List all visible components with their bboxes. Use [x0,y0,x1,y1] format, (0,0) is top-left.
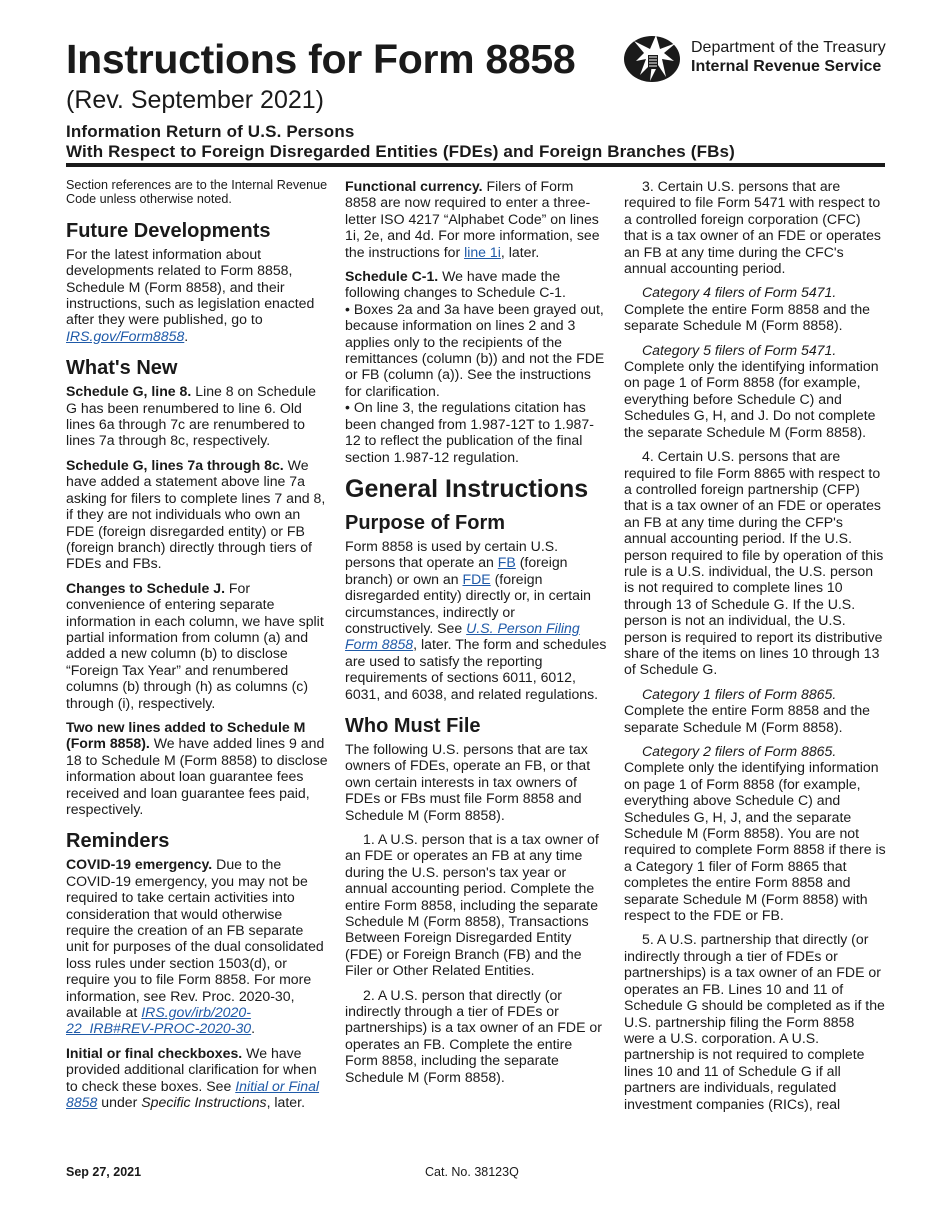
heading-future-developments: Future Developments [66,219,271,242]
bullet-item-2: • On line 3, the regulations citation has been changed from 1.987-12T to 1.987-12 to reflect the publication of the final section 1.987-12 regulation. [345,399,594,465]
heading-purpose-of-form: Purpose of Form [345,511,506,534]
heading-reminders: Reminders [66,830,170,853]
initial-final-link[interactable]: Initial or Final 8858 [66,1077,320,1111]
category2-8865-paragraph: Category 2 filers of Form 8865. Complete only the identifying information on page 1 of Form 8858 (for example, everything above Schedule C) and Schedules G, H, J, and the separate Schedule M (Form 8858). You are not required to complete Form 8858 if there is a Category 1 filer of Form 8865 that completes the entire Form 8858 and separate Schedule M (Form 8858) with respect to the FDE or FB. [624,743,886,924]
heading-who-must-file: Who Must File [345,714,481,737]
header-rule [66,163,885,167]
bullet-item-1: • Boxes 2a and 3a have been grayed out, because information on lines 2 and 3 applies only to the recipients of the remittances (column (b)) and not the FDE or FB (column (a)). See the instructions for clarification. [345,300,605,399]
column-1 [66,178,328,1119]
revision-date: (Rev. September 2021) [66,86,324,114]
who-item-2: 2. A U.S. person that directly (or indirectly through a tier of FDEs or partnerships) is a tax owner of an FDE or operates an FB. Complete the entire Form 8858, including the separate Schedule M (Form 8858). [345,986,602,1085]
subtitle-line2: With Respect to Foreign Disregarded Entities (FDEs) and Foreign Branches (FBs) [66,142,735,161]
intro-note: Section references are to the Internal Revenue Code unless otherwise noted. [66,178,328,207]
future-paragraph: For the latest information about developments related to Form 8858, Schedule M (Form 8858), and their instructions, such as legislation enacted after they were published, go to IRS.gov/Form8858. [66,245,315,344]
schedule-j-paragraph: Changes to Schedule J. For convenience of entering separate information in each column, we have split partial information from column (a) and added a new column (b) to disclose “Foreign Tax Year” and renumbered columns (b) through (h) as columns (c) through (i), respectively. [66,579,324,711]
us-person-filing-link[interactable]: U.S. Person Filing Form 8858 [345,619,580,653]
category1-8865-paragraph: Category 1 filers of Form 8865. Complete the entire Form 8858 and the separate Schedule M (Form 8858). [624,685,871,735]
subtitle-line1: Information Return of U.S. Persons [66,122,355,141]
schedule-m-paragraph: Two new lines added to Schedule M (Form 8858). We have added lines 9 and 18 to Schedule M (Form 8858) to disclose information about loan guarantee fees received and loan guarantee fees paid, respectively. [66,718,328,817]
column-3 [624,178,886,1120]
covid-paragraph: COVID-19 emergency. Due to the COVID-19 emergency, you may not be required to take certain activities into consideration that would otherwise require the creation of an FB separate unit for purposes of the dual consolidated loss rules under section 1503(d), or require you to file Form 8858. For more information, see Rev. Proc. 2020-30, available at IRS.gov/irb/2020-22_IRB#REV-PROC-2020-30. [66,856,324,1037]
purpose-paragraph: Form 8858 is used by certain U.S. persons that operate an FB (foreign branch) or own an FDE (foreign disregarded entity) directly or, in certain circumstances, indirectly or constructively. See U.S. Person Filing Form 8858, later. The form and schedules are used to satisfy the reporting requirements of sections 6011, 6012, 6031, and 6038, and related regulations. [345,537,607,702]
form-subtitle [66,122,735,162]
fde-link[interactable]: FDE [462,570,491,587]
line1i-link[interactable]: line 1i [464,243,501,260]
schedule-g-line8-paragraph: Schedule G, line 8. Line 8 on Schedule G has been renumbered to line 6. Old lines 6a through 7c are renumbered to lines 7a through 8c, respectively. [66,383,316,449]
page-title: Instructions for Form 8858 [66,36,576,82]
who-item-5: 5. A U.S. partnership that directly (or indirectly through a tier of FDEs or partnerships) is a tax owner of an FDE or operates an FB. Lines 10 and 11 of Schedule G should be completed as if the U.S. partnership filing the Form 8858 were a U.S. corporation. A U.S. partnership is not required to complete lines 10 and 11 of Schedule G if all partners are individuals, regulated investment companies (RICs), real [624,931,885,1112]
dept-line2: Internal Revenue Service [691,58,882,75]
dept-line1: Department of the Treasury [691,39,886,56]
irs-eagle-logo-icon [622,31,686,83]
footer-catalog-number: Cat. No. 38123Q [425,1165,519,1179]
functional-currency-paragraph: Functional currency. Filers of Form 8858 are now required to enter a three-letter ISO 4217 “Alphabet Code” on lines 1i, 2e, and 4d. For more information, see the instructions for line 1i, later. [345,178,600,260]
who-must-file-paragraph: The following U.S. persons that are tax owners of FDEs, operate an FB, or that own certain interests in tax owners of FDEs or FBs must file Form 8858 and Schedule M (Form 8858). [345,740,591,823]
schedule-g-lines7a-paragraph: Schedule G, lines 7a through 8c. We have added a statement above line 7a asking for filers to complete lines 7 and 8, if they are not individuals who own an FDE (foreign disregarded entity) or FB (foreign branch) directly through tiers of FDEs and FBs. [66,456,326,572]
department-name [691,38,886,76]
column-2 [345,178,607,1093]
initial-final-paragraph: Initial or final checkboxes. We have provided additional clarification for when to check these boxes. See Initial or Final 8858 under Specific Instructions, later. [66,1044,320,1111]
footer-date: Sep 27, 2021 [66,1165,142,1179]
rev-proc-link[interactable]: IRS.gov/irb/2020-22_IRB#REV-PROC-2020-30 [66,1004,252,1037]
heading-whats-new: What's New [66,357,178,380]
category5-5471-paragraph: Category 5 filers of Form 5471. Complete only the identifying information on page 1 of Form 8858 (for example, everything before Schedule C) and Schedules G, H, and J. Do not complete the separate Schedule M (Form 8858). [624,341,879,440]
who-item-1: 1. A U.S. person that is a tax owner of an FDE or operates an FB at any time during the U.S. person's tax year or annual accounting period. Complete the entire Form 8858, including the separate Schedule M (Form 8858), Transactions Between Foreign Disregarded Entity (FDE) or Foreign Branch (FB) and the Filer or Other Related Entities. [345,831,599,979]
form8858-link[interactable]: IRS.gov/Form8858 [66,327,185,344]
schedule-c1-paragraph: Schedule C-1. We have made the following changes to Schedule C-1. [345,268,566,301]
who-item-4: 4. Certain U.S. persons that are required to file Form 8865 with respect to a controlled foreign partnership (CFP) that is a tax owner of an FDE or operates an FB at any time during the CFP's annual accounting period. If the U.S. person required to file by operation of this rule is a U.S. individual, the U.S. person is not required to complete lines 10 through 13 of Schedule G. If the U.S. person is not an individual, the U.S. person is required to report its distributive share of the items on lines 10 through 13 of Schedule G. [624,448,884,678]
heading-general-instructions: General Instructions [345,474,589,503]
category4-5471-paragraph: Category 4 filers of Form 5471. Complete the entire Form 8858 and the separate Schedule M (Form 8858). [624,284,871,334]
who-item-3: 3. Certain U.S. persons that are required to file Form 5471 with respect to a controlled foreign corporation (CFC) that is a tax owner of an FDE or operates an FB at any time during the CFC's annual accounting period. [624,178,881,277]
fb-link[interactable]: FB [497,554,516,571]
